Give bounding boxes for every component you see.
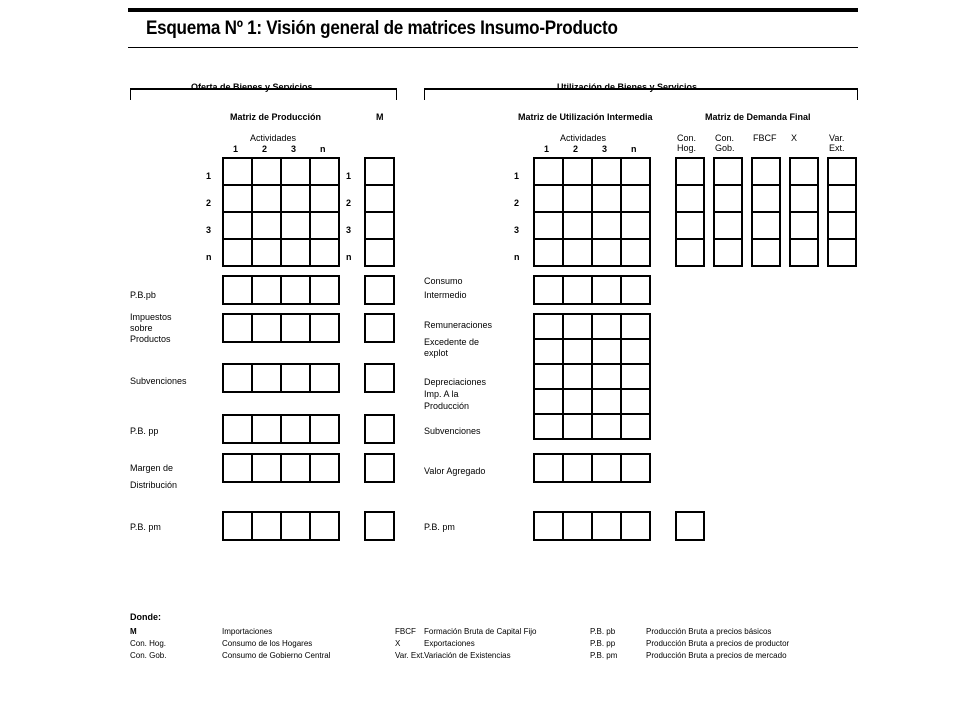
intermediate-use-matrix-cell bbox=[533, 211, 564, 240]
value-added-components-cell bbox=[591, 388, 622, 415]
m-strip-3-cell bbox=[364, 363, 395, 393]
left-strip-3-cell bbox=[309, 363, 340, 393]
m-strip-4-cell bbox=[364, 414, 395, 444]
pbpm-right-strip-cell bbox=[620, 511, 651, 541]
final-demand-col-5-cell bbox=[827, 211, 857, 240]
imports-column-cell bbox=[364, 184, 395, 213]
intermediate-use-matrix-cell bbox=[591, 157, 622, 186]
row-label-pbpp: P.B. pp bbox=[130, 426, 159, 436]
value-added-components-cell bbox=[620, 313, 651, 340]
left-strip-2-cell bbox=[280, 313, 311, 343]
final-demand-col-2-cell bbox=[713, 238, 743, 267]
activities-label-left: Actividades bbox=[250, 133, 297, 143]
legend-description: Variación de Existencias bbox=[424, 651, 511, 660]
left-strip-2-cell bbox=[222, 313, 253, 343]
legend-abbr: Con. Gob. bbox=[130, 651, 167, 660]
final-demand-col-label: Con. Gob. bbox=[715, 133, 735, 153]
offer-section-label: Oferta de Bienes y Servicios bbox=[191, 82, 313, 92]
value-added-components-cell bbox=[533, 413, 564, 440]
production-matrix-cell bbox=[280, 211, 311, 240]
legend-description: Consumo de los Hogares bbox=[222, 639, 313, 648]
value-added-components-cell bbox=[620, 413, 651, 440]
final-demand-col-4-cell bbox=[789, 238, 819, 267]
production-matrix-cell bbox=[222, 184, 253, 213]
final-demand-col-5-cell bbox=[827, 238, 857, 267]
row-label-pbpm-right: P.B. pm bbox=[424, 522, 455, 532]
final-demand-col-label: X bbox=[791, 133, 798, 143]
left-strip-5-cell bbox=[309, 453, 340, 483]
value-added-strip-cell bbox=[591, 453, 622, 483]
left-strip-5-cell bbox=[251, 453, 282, 483]
row-label-consumo-intermedio: Consumo Intermedio bbox=[424, 276, 467, 300]
pbpm-right-strip-cell bbox=[562, 511, 593, 541]
intermediate-consumption-strip-cell bbox=[620, 275, 651, 305]
final-demand-col-label: Var. Ext. bbox=[829, 133, 845, 153]
legend-description: Importaciones bbox=[222, 627, 273, 636]
row-index-left: 1 bbox=[206, 171, 212, 181]
row-index-m: 3 bbox=[346, 225, 352, 235]
final-demand-col-5-cell bbox=[827, 157, 857, 186]
production-matrix-cell bbox=[222, 238, 253, 267]
intermediate-use-matrix-cell bbox=[620, 184, 651, 213]
value-added-components-cell bbox=[533, 338, 564, 365]
production-matrix-header: Matriz de Producción bbox=[230, 112, 322, 122]
row-label-pbpm-left: P.B. pm bbox=[130, 522, 161, 532]
production-matrix-cell bbox=[280, 238, 311, 267]
legend-description: Producción Bruta a precios básicos bbox=[646, 627, 772, 636]
intermediate-use-matrix-cell bbox=[620, 238, 651, 267]
final-demand-col-2-cell bbox=[713, 157, 743, 186]
activity-col-right-1: 1 bbox=[544, 144, 550, 154]
value-added-components-cell bbox=[591, 413, 622, 440]
final-demand-col-label: FBCF bbox=[753, 133, 777, 143]
value-added-components-cell bbox=[591, 363, 622, 390]
production-matrix-cell bbox=[280, 157, 311, 186]
value-added-components-cell bbox=[591, 313, 622, 340]
activity-col-left-1: 1 bbox=[233, 144, 239, 154]
value-added-components-cell bbox=[620, 363, 651, 390]
row-index-left: 2 bbox=[206, 198, 212, 208]
final-demand-col-1-cell bbox=[675, 184, 705, 213]
final-demand-total-cell bbox=[675, 511, 705, 541]
row-index-left: 3 bbox=[206, 225, 212, 235]
use-section-label: Utilización de Bienes y Servicios bbox=[557, 82, 698, 92]
value-added-strip-cell bbox=[562, 453, 593, 483]
left-strip-6-cell bbox=[222, 511, 253, 541]
legend-description: Producción Bruta a precios de mercado bbox=[646, 651, 787, 660]
legend-abbr: M bbox=[130, 627, 137, 636]
m-strip-6-cell bbox=[364, 511, 395, 541]
activity-col-left-3: 3 bbox=[291, 144, 297, 154]
pbpm-right-strip-cell bbox=[591, 511, 622, 541]
m-strip-1-cell bbox=[364, 275, 395, 305]
use-section-bracket bbox=[424, 82, 858, 100]
m-strip-2-cell bbox=[364, 313, 395, 343]
intermediate-use-matrix-cell bbox=[562, 157, 593, 186]
row-label-impuestos: Impuestos sobre Productos bbox=[130, 312, 172, 344]
legend-abbr: P.B. pb bbox=[590, 627, 616, 636]
activity-col-left-2: 2 bbox=[262, 144, 268, 154]
value-added-components-cell bbox=[562, 388, 593, 415]
final-demand-col-label: Con. Hog. bbox=[677, 133, 697, 153]
value-added-components-cell bbox=[533, 363, 564, 390]
production-matrix-cell bbox=[309, 184, 340, 213]
final-demand-col-1-cell bbox=[675, 157, 705, 186]
production-matrix-cell bbox=[222, 211, 253, 240]
left-strip-4-cell bbox=[309, 414, 340, 444]
row-index-right: 2 bbox=[514, 198, 520, 208]
left-strip-6-cell bbox=[280, 511, 311, 541]
value-added-components-cell bbox=[562, 363, 593, 390]
legend-abbr: Con. Hog. bbox=[130, 639, 167, 648]
left-strip-6-cell bbox=[251, 511, 282, 541]
final-demand-header: Matriz de Demanda Final bbox=[705, 112, 811, 122]
production-matrix-cell bbox=[251, 184, 282, 213]
row-index-left: n bbox=[206, 252, 212, 262]
legend-description: Producción Bruta a precios de productor bbox=[646, 639, 790, 648]
activity-col-right-4: n bbox=[631, 144, 637, 154]
intermediate-use-matrix-cell bbox=[591, 211, 622, 240]
intermediate-consumption-strip-cell bbox=[562, 275, 593, 305]
production-matrix-cell bbox=[309, 157, 340, 186]
intermediate-consumption-strip-cell bbox=[533, 275, 564, 305]
row-index-m: 2 bbox=[346, 198, 352, 208]
intermediate-use-matrix-cell bbox=[591, 184, 622, 213]
row-label-pbpb: P.B.pb bbox=[130, 290, 156, 300]
final-demand-col-4-cell bbox=[789, 184, 819, 213]
final-demand-col-1-cell bbox=[675, 211, 705, 240]
production-matrix-cell bbox=[251, 238, 282, 267]
pbpm-right-strip-cell bbox=[533, 511, 564, 541]
left-strip-6-cell bbox=[309, 511, 340, 541]
row-index-right: 3 bbox=[514, 225, 520, 235]
production-matrix-cell bbox=[309, 238, 340, 267]
legend-description: Exportaciones bbox=[424, 639, 475, 648]
activity-col-left-4: n bbox=[320, 144, 326, 154]
offer-section-bracket bbox=[130, 82, 397, 100]
title-underline bbox=[128, 47, 858, 48]
final-demand-col-3-cell bbox=[751, 211, 781, 240]
final-demand-col-2-cell bbox=[713, 184, 743, 213]
intermediate-consumption-strip-cell bbox=[591, 275, 622, 305]
top-rule bbox=[128, 8, 858, 12]
intermediate-use-matrix-cell bbox=[620, 157, 651, 186]
intermediate-use-header: Matriz de Utilización Intermedia bbox=[518, 112, 653, 122]
activity-col-right-3: 3 bbox=[602, 144, 608, 154]
left-strip-1-cell bbox=[280, 275, 311, 305]
intermediate-use-matrix-cell bbox=[533, 238, 564, 267]
value-added-components-cell bbox=[562, 338, 593, 365]
row-label-depreciaciones: Depreciaciones Imp. A la Producción bbox=[424, 377, 487, 411]
legend-description: Consumo de Gobierno Central bbox=[222, 651, 331, 660]
intermediate-use-matrix-cell bbox=[562, 184, 593, 213]
legend-abbr: FBCF bbox=[395, 627, 416, 636]
value-added-components-cell bbox=[620, 338, 651, 365]
final-demand-col-3-cell bbox=[751, 184, 781, 213]
imports-column-cell bbox=[364, 211, 395, 240]
legend-title: Donde: bbox=[130, 612, 161, 622]
imports-column-cell bbox=[364, 238, 395, 267]
diagram-title: Esquema Nº 1: Visión general de matrices Insumo-Producto bbox=[146, 18, 618, 39]
intermediate-use-matrix-cell bbox=[562, 211, 593, 240]
intermediate-use-matrix-cell bbox=[620, 211, 651, 240]
value-added-components-cell bbox=[533, 388, 564, 415]
legend-abbr: X bbox=[395, 639, 401, 648]
left-strip-5-cell bbox=[280, 453, 311, 483]
value-added-strip-cell bbox=[533, 453, 564, 483]
m-strip-5-cell bbox=[364, 453, 395, 483]
row-index-right: 1 bbox=[514, 171, 520, 181]
left-strip-2-cell bbox=[309, 313, 340, 343]
legend-description: Formación Bruta de Capital Fijo bbox=[424, 627, 537, 636]
value-added-components-cell bbox=[562, 413, 593, 440]
row-label-excedente: Excedente de explot bbox=[424, 337, 480, 358]
value-added-components-cell bbox=[620, 388, 651, 415]
left-strip-3-cell bbox=[280, 363, 311, 393]
production-matrix-cell bbox=[222, 157, 253, 186]
left-strip-5-cell bbox=[222, 453, 253, 483]
left-strip-3-cell bbox=[251, 363, 282, 393]
imports-header: M bbox=[376, 112, 384, 122]
final-demand-col-4-cell bbox=[789, 211, 819, 240]
value-added-components-cell bbox=[562, 313, 593, 340]
intermediate-use-matrix-cell bbox=[562, 238, 593, 267]
intermediate-use-matrix-cell bbox=[591, 238, 622, 267]
final-demand-col-2-cell bbox=[713, 211, 743, 240]
left-strip-1-cell bbox=[309, 275, 340, 305]
row-index-right: n bbox=[514, 252, 520, 262]
legend-abbr: P.B. pm bbox=[590, 651, 618, 660]
production-matrix-cell bbox=[251, 157, 282, 186]
left-strip-4-cell bbox=[251, 414, 282, 444]
intermediate-use-matrix-cell bbox=[533, 184, 564, 213]
production-matrix-cell bbox=[251, 211, 282, 240]
final-demand-col-4-cell bbox=[789, 157, 819, 186]
value-added-components-cell bbox=[591, 338, 622, 365]
row-index-m: n bbox=[346, 252, 352, 262]
production-matrix-cell bbox=[309, 211, 340, 240]
final-demand-col-3-cell bbox=[751, 157, 781, 186]
row-index-m: 1 bbox=[346, 171, 352, 181]
row-label-subvenciones: Subvenciones bbox=[130, 376, 187, 386]
left-strip-3-cell bbox=[222, 363, 253, 393]
legend-abbr: Var. Ext. bbox=[395, 651, 425, 660]
legend-abbr: P.B. pp bbox=[590, 639, 616, 648]
value-added-strip-cell bbox=[620, 453, 651, 483]
left-strip-1-cell bbox=[222, 275, 253, 305]
production-matrix-cell bbox=[280, 184, 311, 213]
left-strip-4-cell bbox=[280, 414, 311, 444]
left-strip-4-cell bbox=[222, 414, 253, 444]
row-label-subvenciones-right: Subvenciones bbox=[424, 426, 481, 436]
final-demand-col-3-cell bbox=[751, 238, 781, 267]
activities-label-right: Actividades bbox=[560, 133, 607, 143]
left-strip-1-cell bbox=[251, 275, 282, 305]
row-label-remuneraciones: Remuneraciones bbox=[424, 320, 493, 330]
imports-column-cell bbox=[364, 157, 395, 186]
row-label-valor-agregado: Valor Agregado bbox=[424, 466, 486, 476]
row-label-margen: Margen de Distribución bbox=[130, 463, 178, 490]
final-demand-col-5-cell bbox=[827, 184, 857, 213]
final-demand-col-1-cell bbox=[675, 238, 705, 267]
intermediate-use-matrix-cell bbox=[533, 157, 564, 186]
value-added-components-cell bbox=[533, 313, 564, 340]
left-strip-2-cell bbox=[251, 313, 282, 343]
activity-col-right-2: 2 bbox=[573, 144, 579, 154]
